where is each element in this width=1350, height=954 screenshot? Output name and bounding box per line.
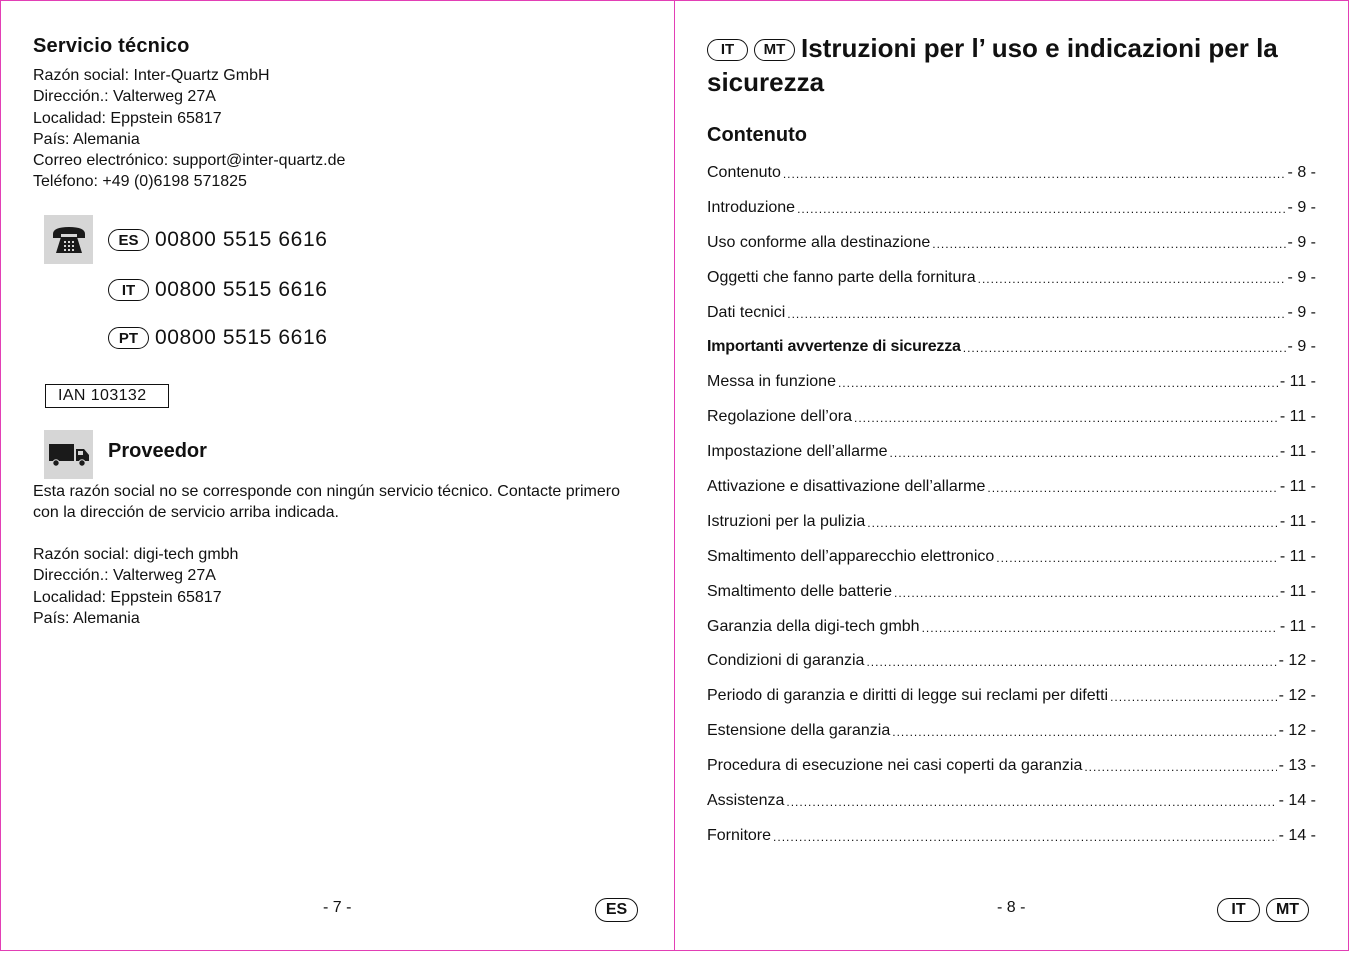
toc-entry-page: - 11 - (1279, 373, 1316, 391)
toc-entry-page: - 12 - (1278, 652, 1316, 670)
toc-entry (707, 580, 1316, 615)
toc-entry-title: Dati tecnici (707, 303, 786, 321)
toc-entry-page: - 14 - (1278, 826, 1316, 844)
toc-entry-title: Procedura di esecuzione nei casi coperti da garanzia (707, 757, 1083, 775)
table-of-contents (707, 161, 1316, 859)
toc-entry-title: Oggetti che fanno parte della fornitura (707, 268, 976, 286)
toc-leader-dots (783, 161, 1286, 188)
service-title: Servicio técnico (33, 35, 190, 57)
toc-entry-title: Messa in funzione (707, 373, 836, 391)
toc-entry (707, 475, 1316, 510)
hotline-row (108, 323, 328, 353)
toc-entry-title: Introduzione (707, 198, 796, 216)
service-line: Razón social: Inter-Quartz GmbH (33, 67, 270, 84)
page-title (707, 31, 1327, 99)
toc-entry-page: - 9 - (1287, 268, 1316, 286)
supplier-line: Dirección.: Valterweg 27A (33, 567, 216, 585)
country-badge: ES (108, 229, 149, 251)
toc-leader-dots (786, 789, 1276, 816)
country-badge: IT (707, 39, 748, 61)
hotline-number: 00800 5515 6616 (155, 326, 328, 349)
country-badge: MT (754, 39, 795, 61)
toc-entry (707, 161, 1316, 196)
service-line: País: Alemania (33, 130, 140, 148)
toc-entry-page: - 8 - (1287, 164, 1316, 181)
toc-entry-title: Istruzioni per la pulizia (707, 512, 866, 530)
toc-heading: Contenuto (707, 124, 807, 146)
toc-leader-dots (890, 440, 1278, 467)
toc-entry (707, 405, 1316, 440)
toc-leader-dots (797, 196, 1285, 223)
toc-entry-title: Garanzia della digi-tech gmbh (707, 617, 920, 635)
toc-leader-dots (987, 475, 1277, 502)
toc-entry-title: Smaltimento dell’apparecchio elettronico (707, 547, 995, 565)
toc-leader-dots (922, 615, 1278, 642)
supplier-lines (33, 544, 238, 629)
toc-leader-dots (787, 301, 1285, 328)
service-lines (33, 65, 648, 193)
supplier-title: Proveedor (108, 440, 207, 462)
toc-entry (707, 510, 1316, 545)
toc-entry-page: - 11 - (1279, 478, 1316, 496)
supplier-line: País: Alemania (33, 609, 140, 627)
toc-entry-title: Condizioni di garanzia (707, 652, 865, 670)
toc-entry (707, 754, 1316, 789)
toc-entry-title: Attivazione e disattivazione dell’allarme (707, 478, 986, 496)
toc-entry-title: Regolazione dell’ora (707, 408, 852, 426)
toc-entry (707, 196, 1316, 231)
toc-entry-title: Assistenza (707, 792, 785, 810)
toc-entry (707, 231, 1316, 266)
right-page (674, 0, 1349, 951)
page-number: - 7 - (323, 899, 352, 916)
toc-entry-page: - 11 - (1279, 512, 1316, 530)
toc-entry-page: - 9 - (1287, 303, 1316, 321)
toc-entry-title: Fornitore (707, 826, 772, 844)
service-line: Correo electrónico: support@inter-quartz.de (33, 152, 346, 170)
toc-leader-dots (892, 719, 1276, 746)
toc-leader-dots (866, 649, 1276, 676)
toc-entry-page: - 11 - (1279, 408, 1316, 426)
toc-entry (707, 719, 1316, 754)
supplier-line: Razón social: digi-tech gmbh (33, 546, 239, 563)
service-line: Teléfono: +49 (0)6198 571825 (33, 173, 247, 191)
toc-entry-page: - 9 - (1287, 338, 1316, 356)
toc-leader-dots (854, 405, 1278, 432)
hotline-number: 00800 5515 6616 (155, 278, 328, 301)
toc-entry (707, 649, 1316, 684)
toc-entry-title: Smaltimento delle batterie (707, 582, 892, 600)
toc-entry-page: - 12 - (1278, 687, 1316, 705)
toc-entry-page: - 14 - (1278, 792, 1316, 810)
country-badge: IT (108, 279, 149, 301)
toc-entry-title: Uso conforme alla destinazione (707, 233, 931, 251)
left-page (0, 0, 675, 951)
toc-entry-title: Contenuto (707, 164, 781, 181)
page-number: - 8 - (997, 899, 1026, 916)
toc-entry-page: - 11 - (1279, 617, 1316, 635)
service-line: Localidad: Eppstein 65817 (33, 109, 222, 127)
toc-entry (707, 266, 1316, 301)
country-badge: PT (108, 327, 149, 349)
toc-leader-dots (963, 335, 1286, 362)
hotline-row (108, 275, 328, 305)
title-text: Istruzioni per l’ uso e indicazioni per la sicurezza (707, 33, 1278, 97)
toc-entry (707, 684, 1316, 719)
supplier-note: Esta razón social no se corresponde con ningún servicio técnico. Contacte primero con la dirección de servicio arriba indicada. (33, 483, 620, 522)
toc-entry (707, 545, 1316, 580)
toc-entry-title: Importanti avvertenze di sicurezza (707, 338, 961, 356)
toc-entry (707, 370, 1316, 405)
telephone-icon (44, 215, 93, 264)
toc-entry-page: - 13 - (1278, 757, 1316, 775)
toc-leader-dots (867, 510, 1278, 537)
hotline-row (108, 225, 328, 255)
toc-entry (707, 335, 1316, 370)
language-badge: ES (595, 898, 638, 922)
toc-leader-dots (894, 580, 1278, 607)
toc-entry (707, 824, 1316, 859)
toc-leader-dots (978, 266, 1286, 293)
toc-leader-dots (996, 545, 1278, 572)
toc-entry-page: - 12 - (1278, 722, 1316, 740)
toc-leader-dots (1084, 754, 1276, 781)
toc-entry-title: Estensione della garanzia (707, 722, 891, 740)
toc-entry (707, 615, 1316, 650)
ian-label: IAN 103132 (45, 384, 169, 408)
hotline-number: 00800 5515 6616 (155, 228, 328, 251)
toc-entry-page: - 9 - (1287, 233, 1316, 251)
supplier-line: Localidad: Eppstein 65817 (33, 588, 222, 606)
service-section (33, 35, 648, 193)
truck-icon (44, 430, 93, 479)
toc-entry (707, 440, 1316, 475)
toc-entry-title: Impostazione dell’allarme (707, 443, 888, 461)
toc-entry (707, 301, 1316, 336)
toc-leader-dots (932, 231, 1285, 258)
language-badge: MT (1266, 898, 1309, 922)
toc-leader-dots (838, 370, 1278, 397)
toc-leader-dots (773, 824, 1277, 851)
toc-entry-page: - 11 - (1279, 443, 1316, 461)
toc-leader-dots (1110, 684, 1277, 711)
toc-entry (707, 789, 1316, 824)
toc-entry-page: - 11 - (1279, 547, 1316, 565)
service-line: Dirección.: Valterweg 27A (33, 88, 216, 106)
language-badge: IT (1217, 898, 1260, 922)
toc-entry-title: Periodo di garanzia e diritti di legge sui reclami per difetti (707, 687, 1109, 705)
toc-entry-page: - 11 - (1279, 582, 1316, 600)
toc-entry-page: - 9 - (1287, 198, 1316, 216)
